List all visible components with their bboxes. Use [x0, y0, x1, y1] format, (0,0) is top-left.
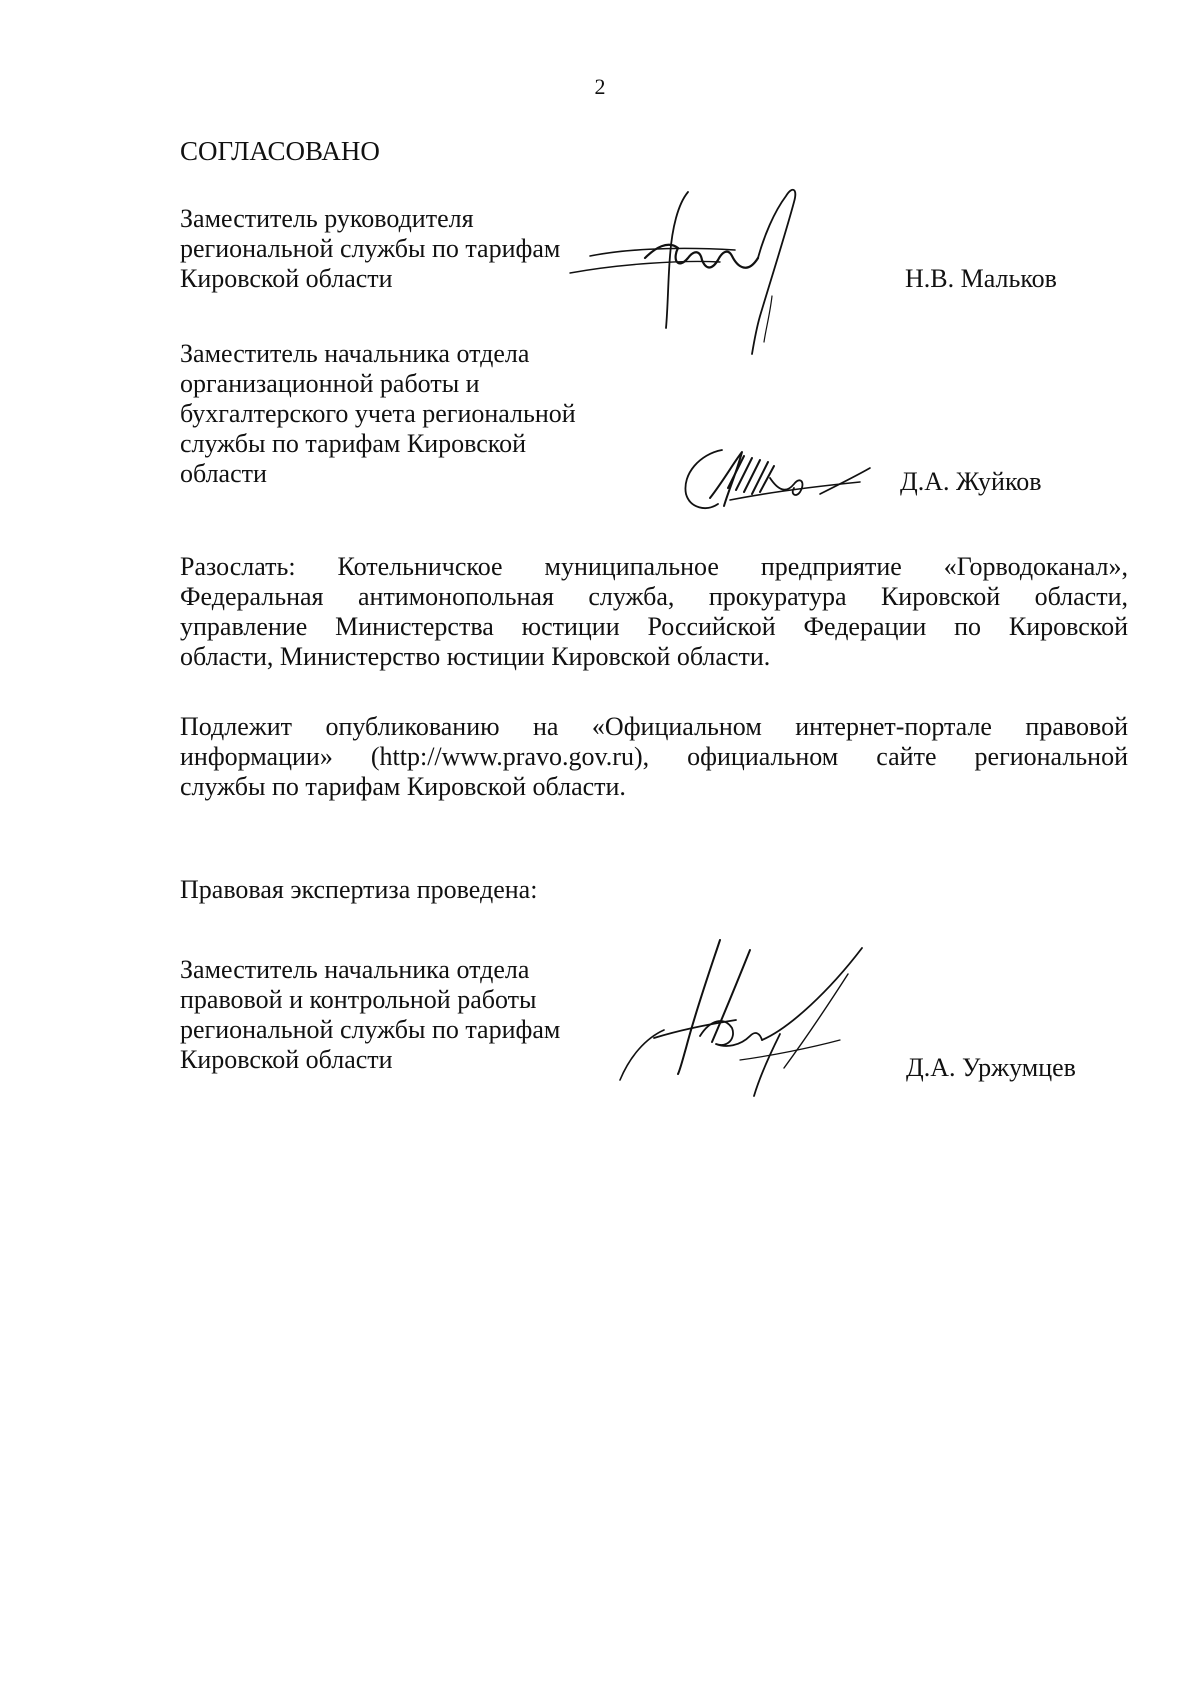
- position-line: Заместитель начальника отдела: [180, 955, 530, 984]
- position-line: правовой и контрольной работы: [180, 985, 537, 1014]
- publication-line: Подлежит опубликованию на «Официальном интернет-портале правовой: [180, 712, 1128, 741]
- position-line: Кировской области: [180, 264, 393, 293]
- legal-review-heading: Правовая экспертиза проведена:: [180, 875, 538, 904]
- signature-zhuykov: [670, 440, 920, 530]
- position-line: службы по тарифам Кировской: [180, 429, 527, 458]
- position-line: Кировской области: [180, 1045, 393, 1074]
- publication-line: информации» (http://www.pravo.gov.ru), официальном сайте региональной: [180, 742, 1128, 771]
- page-number: 2: [594, 74, 606, 99]
- signatory-1-position: [180, 204, 560, 294]
- legal-reviewer-position: [180, 955, 560, 1075]
- position-line: области: [180, 459, 267, 488]
- signature-urzhumtsev: [600, 930, 920, 1120]
- signatory-2-position: [180, 339, 576, 489]
- position-line: Заместитель руководителя: [180, 204, 474, 233]
- signatory-2-name: Д.А. Жуйков: [900, 467, 1042, 496]
- position-line: Заместитель начальника отдела: [180, 339, 530, 368]
- signature-malkov: [560, 178, 880, 378]
- distribution-line: Федеральная антимонопольная служба, прокуратура Кировской области,: [180, 582, 1128, 611]
- position-line: региональной службы по тарифам: [180, 234, 561, 263]
- legal-reviewer-name: Д.А. Уржумцев: [906, 1053, 1076, 1082]
- position-line: бухгалтерского учета региональной: [180, 399, 576, 428]
- approval-heading: СОГЛАСОВАНО: [180, 136, 380, 166]
- signatory-1-name: Н.В. Мальков: [905, 264, 1057, 293]
- distribution-paragraph: [180, 552, 1128, 672]
- publication-paragraph: [180, 712, 1128, 802]
- distribution-line: Разослать: Котельничское муниципальное предприятие «Горводоканал»,: [180, 552, 1128, 581]
- position-line: организационной работы и: [180, 369, 480, 398]
- distribution-line: области, Министерство юстиции Кировской области.: [180, 642, 771, 671]
- distribution-line: управление Министерства юстиции Российской Федерации по Кировской: [180, 612, 1128, 641]
- position-line: региональной службы по тарифам: [180, 1015, 561, 1044]
- publication-line: службы по тарифам Кировской области.: [180, 772, 626, 801]
